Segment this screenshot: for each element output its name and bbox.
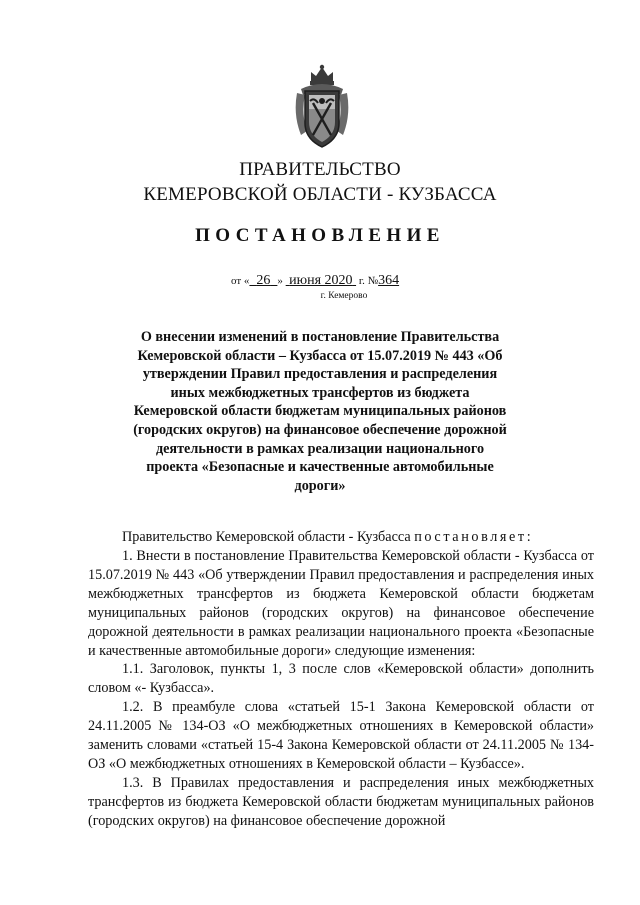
issue-city: г. Кемерово bbox=[320, 291, 368, 301]
date-month-year: июня 2020 bbox=[289, 273, 353, 288]
document-type-heading: ПОСТАНОВЛЕНИЕ bbox=[195, 225, 445, 246]
date-prefix: от « bbox=[231, 275, 250, 287]
document-number: 364 bbox=[378, 273, 400, 288]
government-name-line2: КЕМЕРОВСКОЙ ОБЛАСТИ - КУЗБАССА bbox=[143, 184, 497, 205]
date-number-line bbox=[231, 273, 399, 289]
number-prefix: № bbox=[367, 275, 379, 287]
document-title: О внесении изменений в постановление Правительства Кемеровской области – Кузбасса от 15.07.2019 № 443 «Об утверждении Правил предоставления и распределения иных межбюджетных трансфертов из бюджета Кемеровской области бюджетам муниципальных районов (городских округов) на финансовое обеспечение дорожной деятельности в рамках реализации национального проекта «Безопасные и качественные автомобильные дороги» bbox=[133, 329, 507, 494]
paragraph-1-2: 1.2. В преамбуле слова «статьей 15-1 Закона Кемеровской области от 24.11.2005 № 134-ОЗ «О межбюджетных отношениях в Кемеровской области» заменить словами «статьей 15-4 Закона Кемеровской области от 24.11.2005 № 134-ОЗ «О межбюджетных отношениях в Кемеровской области – Кузбассе». bbox=[88, 699, 594, 772]
document-body bbox=[88, 547, 594, 831]
paragraph-1: 1. Внести в постановление Правительства Кемеровской области - Кузбасса от 15.07.2019 № 443 «Об утверждении Правил предоставления и распределения иных межбюджетных трансфертов из бюджета Кемеровской области бюджетам муниципальных районов (городских округов) на финансовое обеспечение дорожной деятельности в рамках реализации национального проекта «Безопасные и качественные автомобильные дороги» следующие изменения: bbox=[88, 548, 594, 659]
year-suffix: г. bbox=[358, 275, 365, 287]
government-name-line1: ПРАВИТЕЛЬСТВО bbox=[239, 159, 401, 180]
preamble-verb: постановляет: bbox=[414, 529, 534, 545]
preamble-lead: Правительство Кемеровской области - Кузбасса bbox=[122, 529, 411, 545]
paragraph-1-1: 1.1. Заголовок, пункты 1, 3 после слов «Кемеровской области» дополнить словом «- Кузбасса». bbox=[88, 661, 594, 697]
coat-of-arms-icon bbox=[291, 63, 353, 151]
date-day: 26 bbox=[256, 273, 271, 288]
date-separator: » bbox=[277, 275, 283, 287]
paragraph-1-3: 1.3. В Правилах предоставления и распределения иных межбюджетных трансфертов из бюджета Кемеровской области бюджетам муниципальных районов (городских округов) на финансовое обеспечение дорожной bbox=[88, 774, 594, 829]
preamble bbox=[88, 528, 594, 547]
